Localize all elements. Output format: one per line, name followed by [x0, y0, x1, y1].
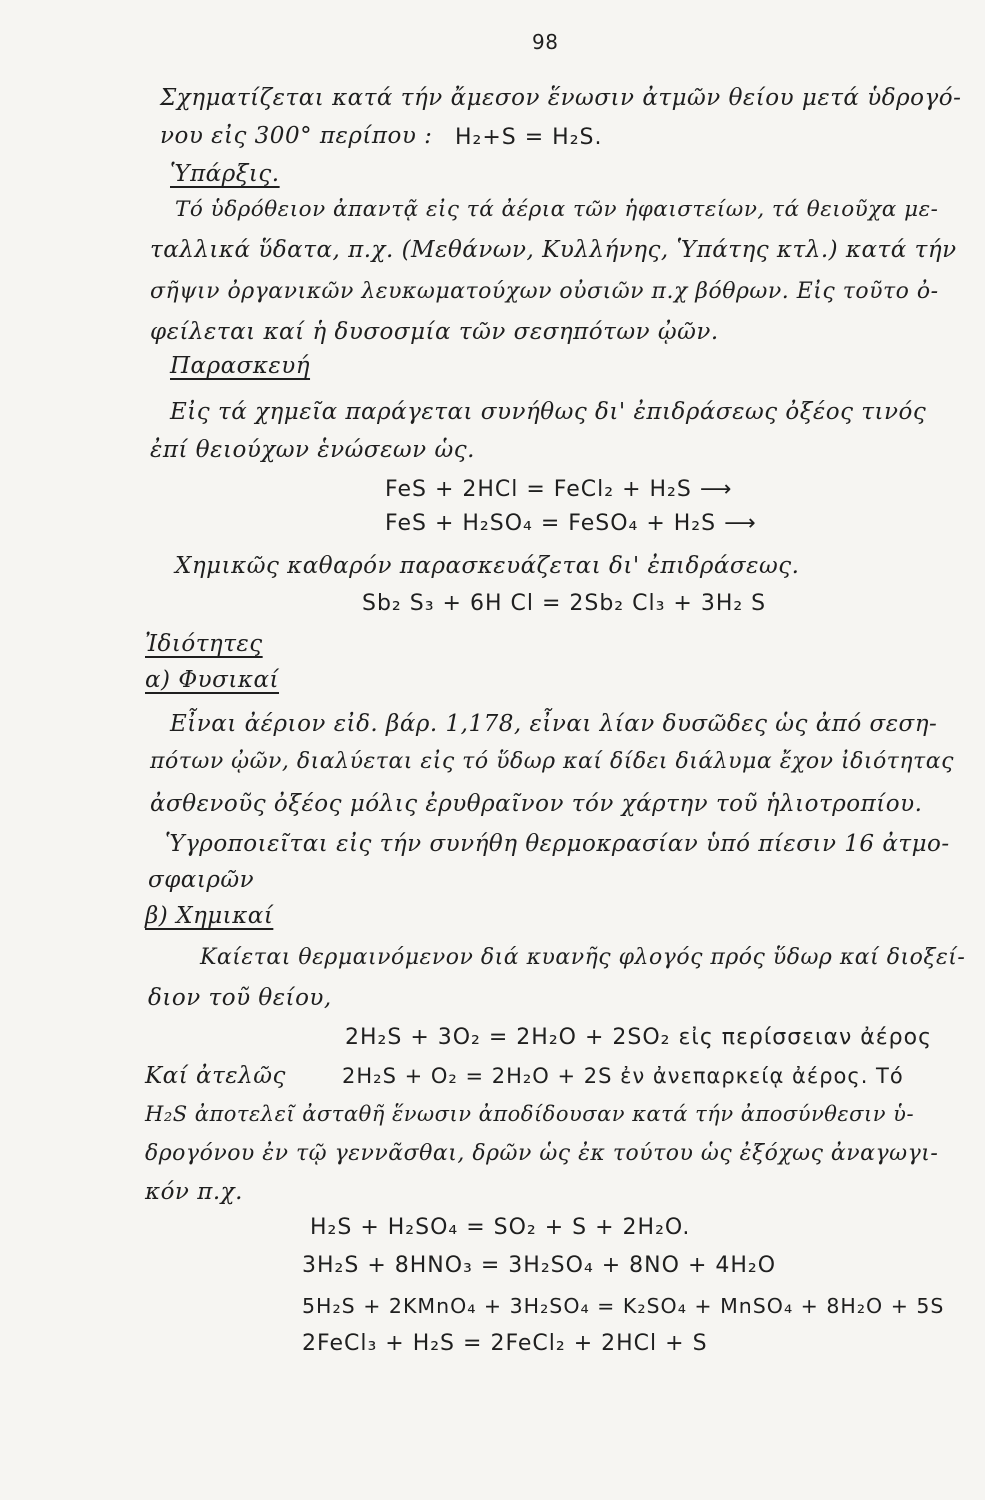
text-line: φείλεται καί ἡ δυσοσμία τῶν σεσηπότων ᾠῶν.: [150, 319, 719, 345]
section-heading: Ἰδιότητες: [145, 631, 263, 657]
formula-line: H₂S + H₂SO₄ = SO₂ + S + 2H₂O.: [310, 1215, 691, 1240]
text-line: Τό ὑδρόθειον ἀπαντᾷ εἰς τά ἀέρια τῶν ἡφαιστείων, τά θειοῦχα με-: [175, 197, 939, 222]
text-line: διον τοῦ θείου,: [148, 985, 332, 1011]
text-line: νου εἰς 300° περίπου :: [160, 123, 433, 149]
text-line: Καί ἀτελῶς: [145, 1063, 286, 1089]
formula-line: 2FeCl₃ + H₂S = 2FeCl₂ + 2HCl + S: [302, 1331, 708, 1356]
text-line: Καίεται θερμαινόμενον διά κυανῆς φλογός πρός ὕδωρ καί διοξεί-: [200, 945, 966, 970]
section-heading: Ὑπάρξις.: [170, 161, 280, 187]
text-line: δρογόνου ἐν τῷ γεννᾶσθαι, δρῶν ὡς ἐκ τούτου ὡς ἐξόχως ἀναγωγι-: [145, 1141, 939, 1166]
text-line: Εἰς τά χημεῖα παράγεται συνήθως δι' ἐπιδράσεως ὀξέος τινός: [170, 399, 927, 425]
formula-line: H₂+S = H₂S.: [455, 125, 603, 150]
section-heading: Παρασκευή: [170, 353, 311, 379]
text-line: ἀσθενοῦς ὀξέος μόλις ἐρυθραῖνον τόν χάρτην τοῦ ἡλιοτροπίου.: [150, 791, 923, 817]
formula-line: 3H₂S + 8HNO₃ = 3H₂SO₄ + 8NO + 4H₂O: [302, 1253, 777, 1278]
formula-line: FeS + 2HCl = FeCl₂ + H₂S ⟶: [385, 477, 733, 502]
text-line: σφαιρῶν: [148, 867, 255, 893]
formula-line: 5H₂S + 2KMnO₄ + 3H₂SO₄ = K₂SO₄ + MnSO₄ + 8H₂O + 5S: [302, 1294, 945, 1318]
text-line: ταλλικά ὕδατα, π.χ. (Μεθάνων, Κυλλήνης, Ὑπάτης κτλ.) κατά τήν: [150, 237, 957, 263]
subsection-heading: β) Χημικαί: [145, 903, 274, 929]
text-line: Χημικῶς καθαρόν παρασκευάζεται δι' ἐπιδράσεως.: [175, 553, 800, 579]
text-line: κόν π.χ.: [145, 1179, 243, 1205]
formula-line: 2H₂S + 3O₂ = 2H₂O + 2SO₂ εἰς περίσσειαν ἀέρος: [345, 1025, 933, 1050]
text-line: σῆψιν ὀργανικῶν λευκωματούχων οὐσιῶν π.χ βόθρων. Εἰς τοῦτο ὀ-: [150, 279, 939, 304]
text-line: Εἶναι ἀέριον εἰδ. βάρ. 1,178, εἶναι λίαν δυσῶδες ὡς ἀπό σεση-: [170, 711, 938, 737]
formula-line: Sb₂ S₃ + 6H Cl = 2Sb₂ Cl₃ + 3H₂ S: [362, 591, 767, 616]
text-line: Ὑγροποιεῖται εἰς τήν συνήθη θερμοκρασίαν ὑπό πίεσιν 16 ἀτμο-: [165, 831, 950, 857]
formula-line: 2H₂S + O₂ = 2H₂O + 2S ἐν ἀνεπαρκείᾳ ἀέρος. Τό: [342, 1064, 904, 1088]
subsection-heading: α) Φυσικαί: [145, 667, 280, 693]
text-line: πότων ᾠῶν, διαλύεται εἰς τό ὕδωρ καί δίδει διάλυμα ἔχον ἰδιότητας: [150, 749, 954, 774]
formula-line: FeS + H₂SO₄ = FeSO₄ + H₂S ⟶: [385, 511, 757, 536]
text-line: ἐπί θειούχων ἑνώσεων ὡς.: [150, 437, 475, 463]
text-line: H₂S ἀποτελεῖ ἀσταθῆ ἕνωσιν ἀποδίδουσαν κατά τήν ἀποσύνθεσιν ὑ-: [145, 1102, 915, 1126]
page-number: 98: [532, 30, 559, 54]
text-line: Σχηματίζεται κατά τήν ἄμεσον ἕνωσιν ἀτμῶν θείου μετά ὑδρογό-: [160, 85, 962, 111]
